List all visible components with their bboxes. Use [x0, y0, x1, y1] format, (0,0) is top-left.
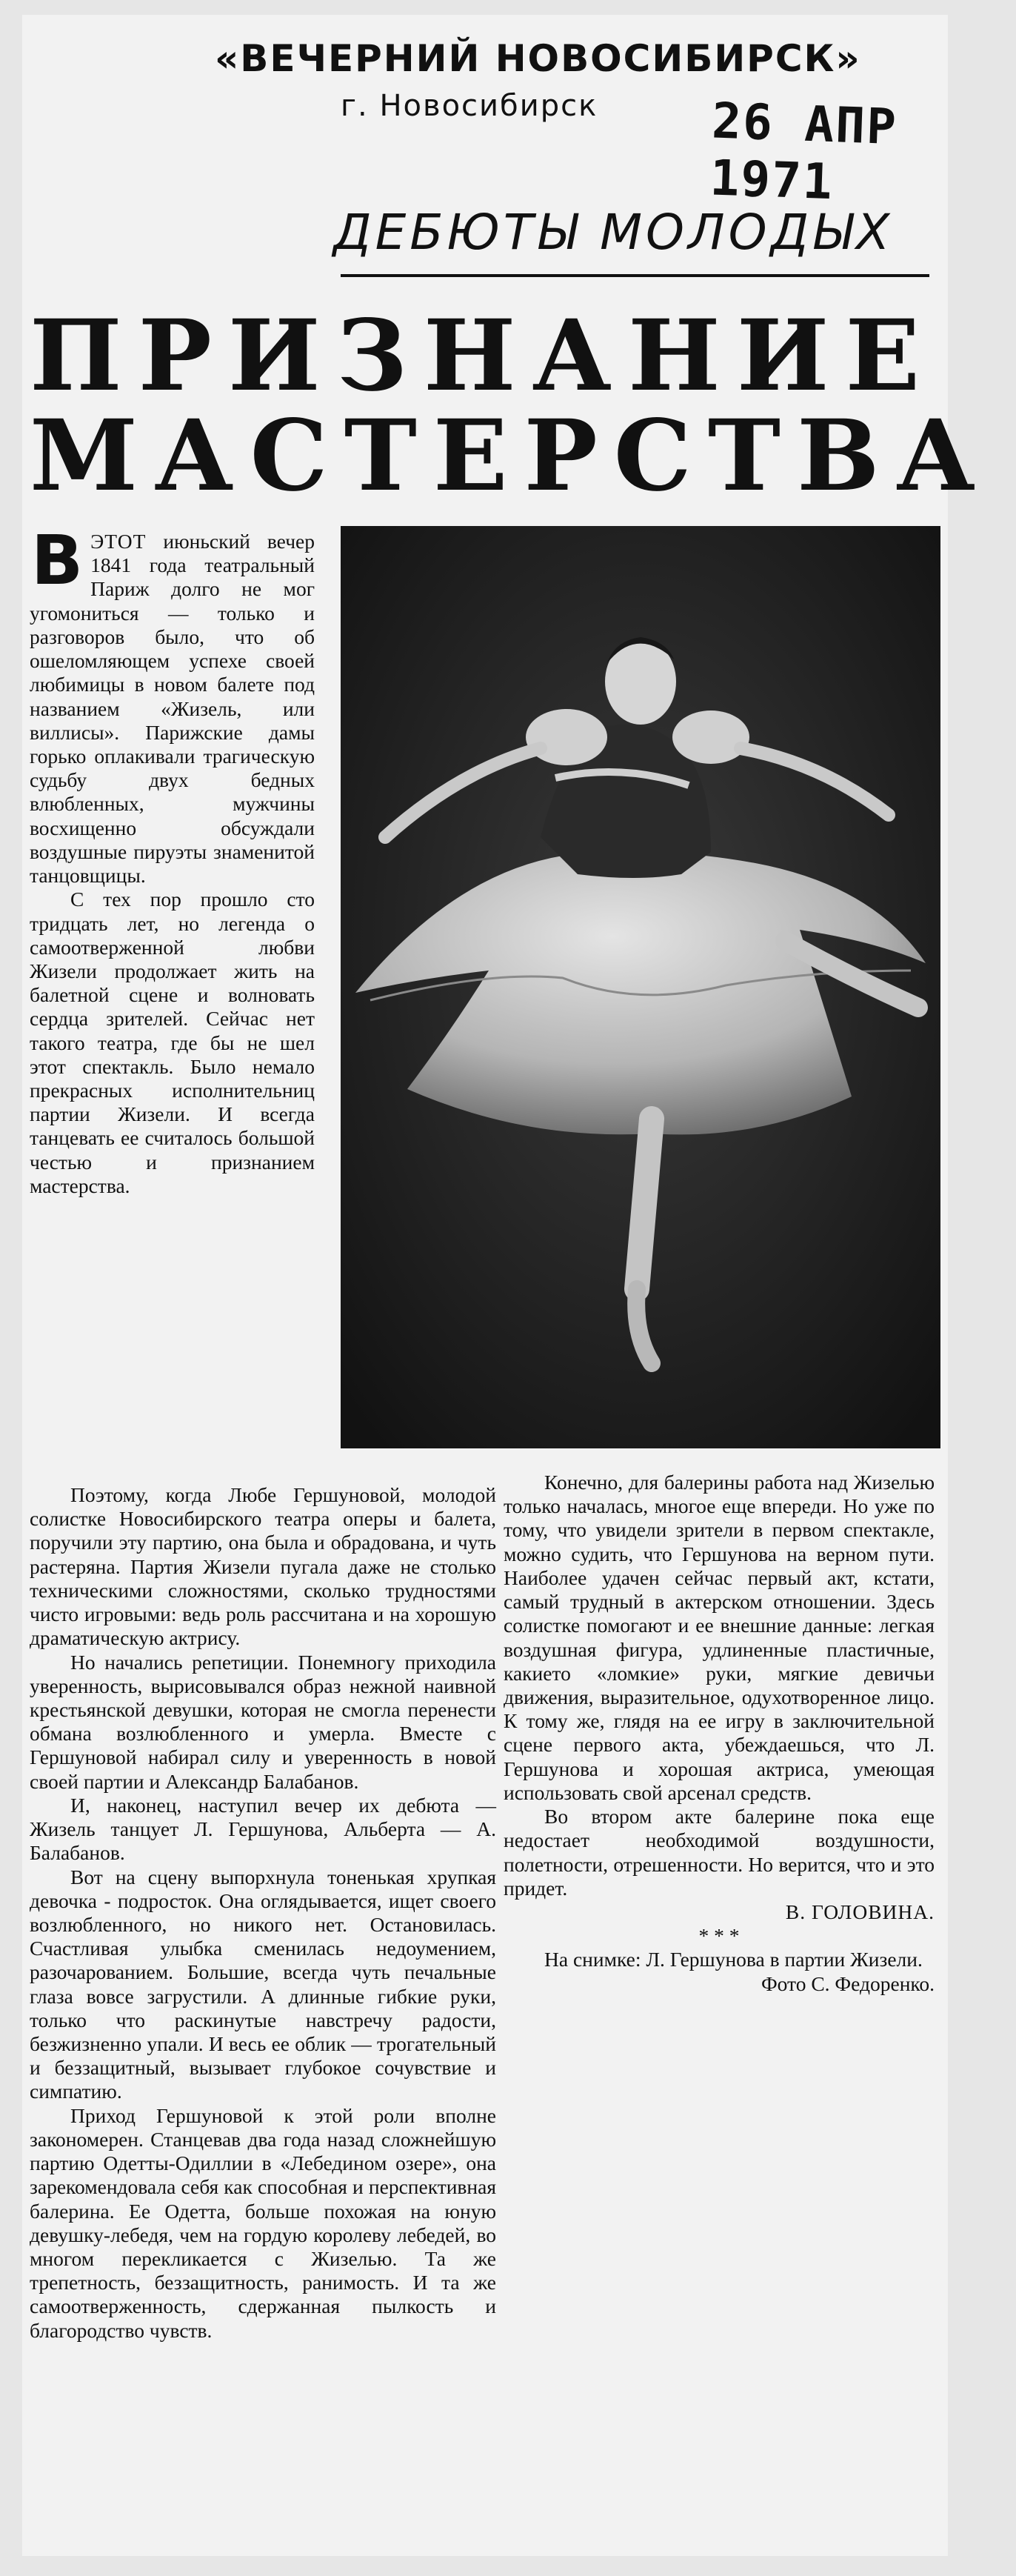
ballerina-photo-illustration [341, 526, 940, 1448]
article-column-right [504, 1471, 935, 1996]
masthead-city: г. Новосибирск [341, 89, 598, 123]
paragraph-1-text: июньский вечер 1841 года театральный Париж долго не мог угомониться — только и разговоров было, что об ошеломляющем успехе своей любимицы в новом балете под названием «Жизель, или виллисы». Парижские дамы горько оплакивали трагическую судьбу двух бедных влюбленных, мужчины восхищенно обсуждали воздушные пируэты знаменитой танцовщицы. [30, 530, 315, 888]
masthead-newspaper-name: «ВЕЧЕРНИЙ НОВОСИБИРСК» [215, 37, 861, 80]
rubric-underline [341, 274, 929, 277]
rubric-heading: ДЕБЮТЫ МОЛОДЫХ [333, 204, 894, 261]
date-stamp: 26 АПР 1971 [709, 92, 899, 211]
headline-line-1: ПРИЗНАНИЕ [30, 299, 937, 413]
article-paragraph-8: Конечно, для балерины работа над Жизелью только началась, многое еще впереди. Но уже по тому, что увидели зрители в первом спектакле, можно судить, что Гершунова на верном пути. Наиболее удачен сейчас первый акт, кстати, самый трудный в актерском отношении. Здесь солистке помогают и ее внешние данные: легкая воздушная фигура, удлиненные пластичные, какието «ломкие» руки, мягкие девичьи движения, выразительное, одухотворенное лицо. К тому же, глядя на ее игру в заключительной сцене первого акта, убеждаешься, что Л. Гершунова и хорошая актриса, умеющая использовать свой арсенал средств. [504, 1471, 935, 1804]
section-separator: * * * [698, 1924, 740, 1948]
article-paragraph-9: Во втором акте балерине пока еще недостает необходимой воздушности, полетности, отрешенности. Но верится, что и это придет. [504, 1805, 935, 1900]
drop-cap: В [31, 521, 84, 600]
article-paragraph-1 [30, 521, 315, 888]
article-paragraph-2: С тех пор прошло сто тридцать лет, но легенда о самоотверженной любви Жизели продолжает жить на балетной сцене и волновать сердца зрителей. Сейчас нет такого театра, где бы не шел этот спектакль. Было немало прекрасных исполнительниц партии Жизели. И всегда танцевать ее считалось большой честью и признанием мастерства. [30, 888, 315, 1197]
article-paragraph-3: Поэтому, когда Любе Гершуновой, молодой солистке Новосибирского театра оперы и балета, поручили эту партию, она была и обрадована, и чуть растеряна. Партия Жизели пугала даже не столько техническими сложностями, сколько трудностями чисто игровыми: ведь роль рассчитана и на хорошую драматическую актрису. [30, 1483, 496, 1650]
lead-word: ЭТОТ [90, 530, 147, 553]
article-author: В. ГОЛОВИНА. [785, 1900, 935, 1923]
photo-credit: Фото С. Федоренко. [761, 1971, 935, 1995]
ballerina-photo [341, 526, 940, 1448]
article-paragraph-5: И, наконец, наступил вечер их дебюта — Жизель танцует Л. Гершунова, Альберта — А. Балабанов. [30, 1793, 496, 1865]
photo-caption: На снимке: Л. Гершунова в партии Жизели. [544, 1948, 923, 1971]
newspaper-clipping [22, 15, 992, 2556]
article-column-left-top [30, 521, 315, 1198]
article-paragraph-7: Приход Гершуновой к этой роли вполне закономерен. Станцевав два года назад сложнейшую партию Одетты-Одиллии в «Лебедином озере», она зарекомендовала себя как способная и перспективная балерина. Ее Одетта, больше похожая на юную девушку-лебедя, чем на гордую королеву лебедей, во многом перекликается с Жизелью. Та же трепетность, беззащитность, ранимость. И та же самоотверженность, сдержанная пылкость и благородство чувств. [30, 2103, 496, 2342]
headline-line-2: МАСТЕРСТВА [30, 399, 992, 513]
article-paragraph-4: Но начались репетиции. Понемногу приходила уверенность, вырисовывался образ нежной наивной крестьянской девушки, которая не смогла перенести обмана возлюбленного и умерла. Вместе с Гершуновой набирал силу и уверенность в новой своей партии и Александр Балабанов. [30, 1650, 496, 1793]
article-column-left-bottom [30, 1483, 496, 2343]
article-paragraph-6: Вот на сцену выпорхнула тоненькая хрупкая девочка - подросток. Она оглядывается, ищет своего возлюбленного, но никого нет. Остановилась. Счастливая улыбка сменилась недоумением, разочарованием. Большие, всегда чуть печальные глаза вовсе загрустили. А длинные гибкие руки, только что раскинутые навстречу радости, безжизненно упали. И весь ее облик — трогательный и беззащитный, вызывает глубокое сочувствие и симпатию. [30, 1865, 496, 2103]
